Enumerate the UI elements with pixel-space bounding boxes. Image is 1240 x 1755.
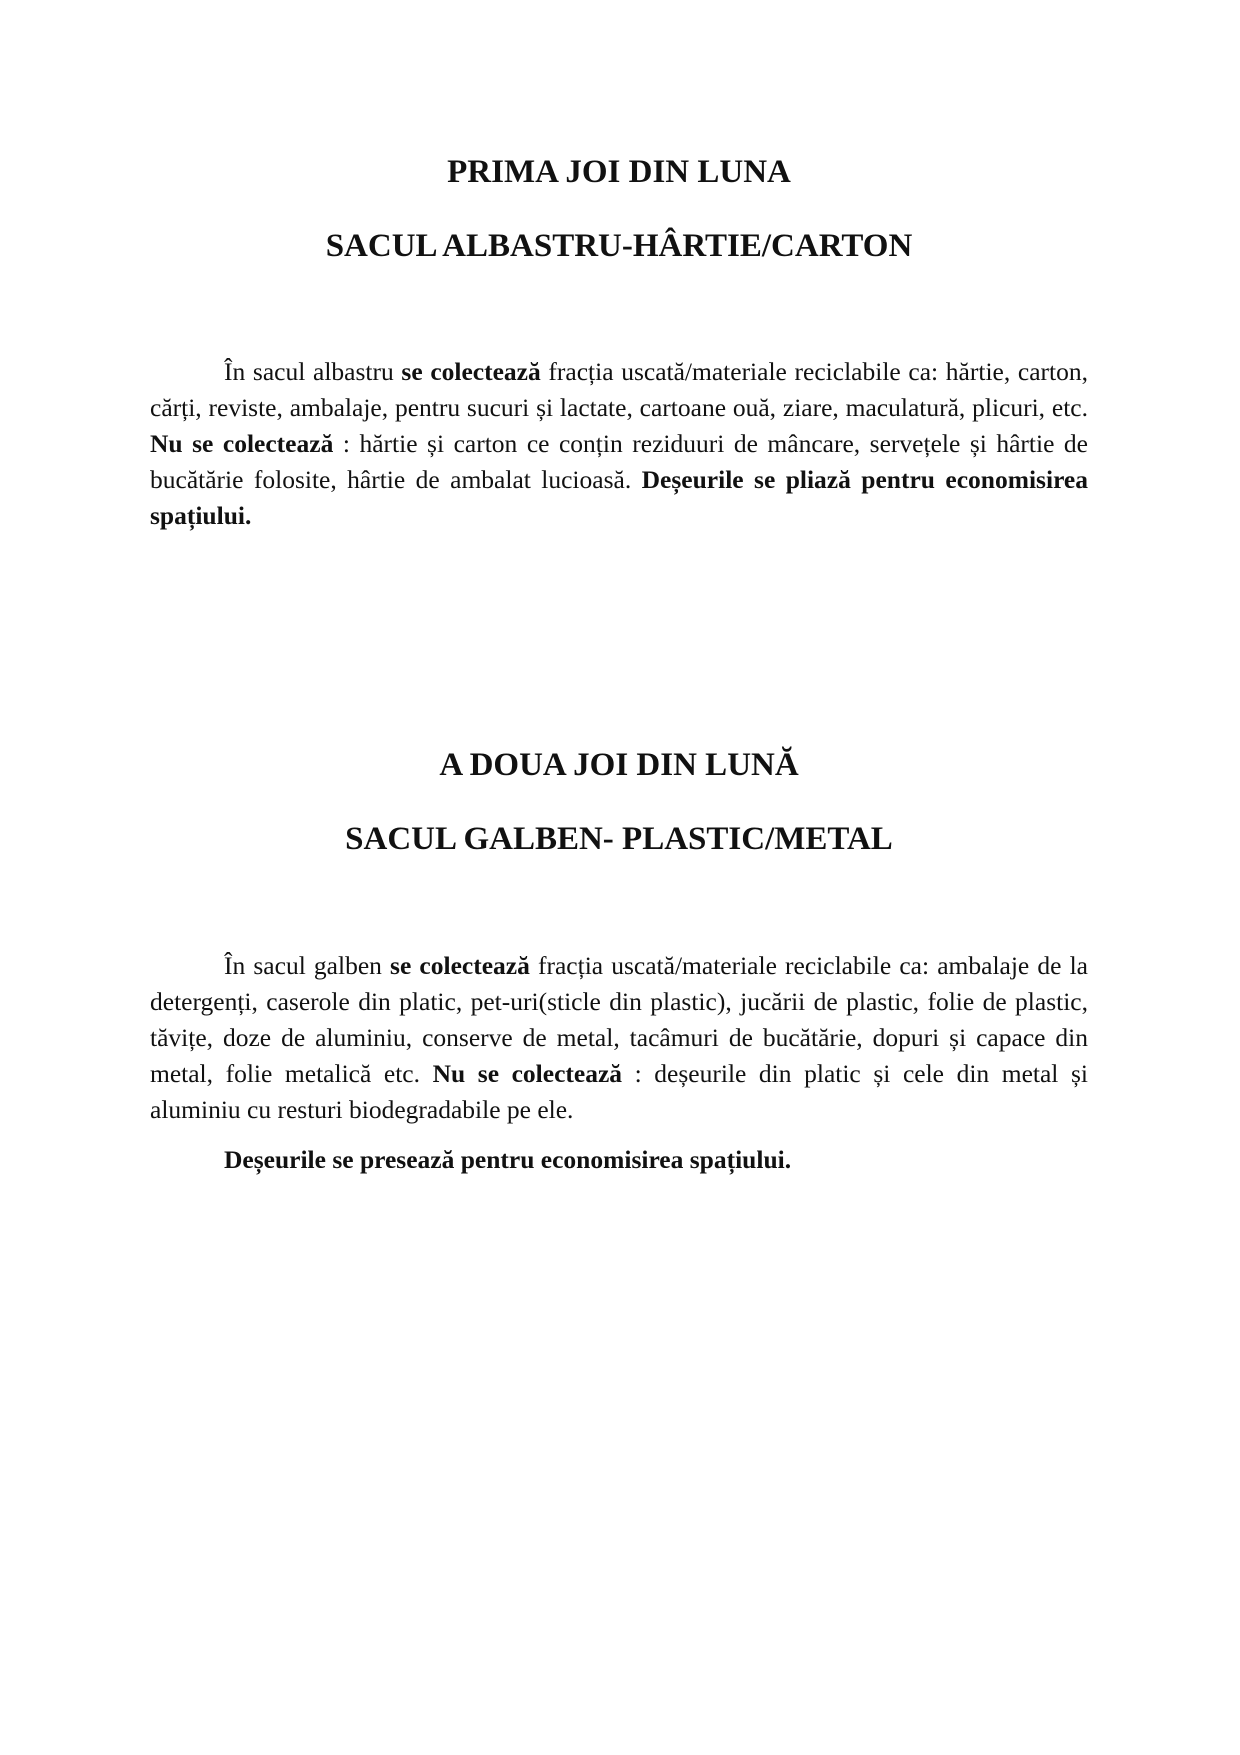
not-collected-label: Nu se colectează [432,1059,623,1088]
section-paragraph [150,948,1088,1128]
not-collected-items: : deșeurile din platic și cele din metal și aluminiu cu resturi biodegradabile pe ele. [150,1059,1088,1124]
handling-tip: Deșeurile se pliază pentru economisirea spațiului. [150,465,1088,530]
not-collected-label: Nu se colectează [150,429,334,458]
not-collected-items: : hărtie și carton ce conțin reziduuri de mâncare, servețele și hârtie de bucătărie folosite, hârtie de ambalat lucioasă. [150,429,1088,494]
collected-items: fracția uscată/materiale reciclabile ca: ambalaje de la detergenți, caserole din platic, pet-uri(sticle din plastic), jucării de plastic, folie de plastic, tăvițe, doze de aluminiu, conserve de metal, tacâmuri de bucătărie, dopuri și capace din metal, folie metalică etc. [150,951,1089,1088]
section-title-schedule: A DOUA JOI DIN LUNĂ [439,747,799,783]
section-title-bag: SACUL ALBASTRU-HÂRTIE/CARTON [325,228,913,264]
collected-label: se colectează [390,951,530,980]
handling-tip: Deșeurile se presează pentru economisirea spațiului. [224,1145,792,1174]
section-title-schedule: PRIMA JOI DIN LUNA [447,154,791,190]
section-yellow-bag [150,745,1088,1178]
section-title-bag: SACUL GALBEN- PLASTIC/METAL [345,821,893,857]
collected-label: se colectează [401,357,541,386]
paragraph-intro: În sacul albastru [224,357,402,386]
section-paragraph [150,354,1088,534]
section-blue-bag [150,152,1088,534]
collected-items: fracția uscată/materiale reciclabile ca: hărtie, carton, cărți, reviste, ambalaje, pentru sucuri și lactate, cartoane ouă, ziare, maculatură, plicuri, etc. [150,357,1088,422]
paragraph-intro: În sacul galben [224,951,391,980]
